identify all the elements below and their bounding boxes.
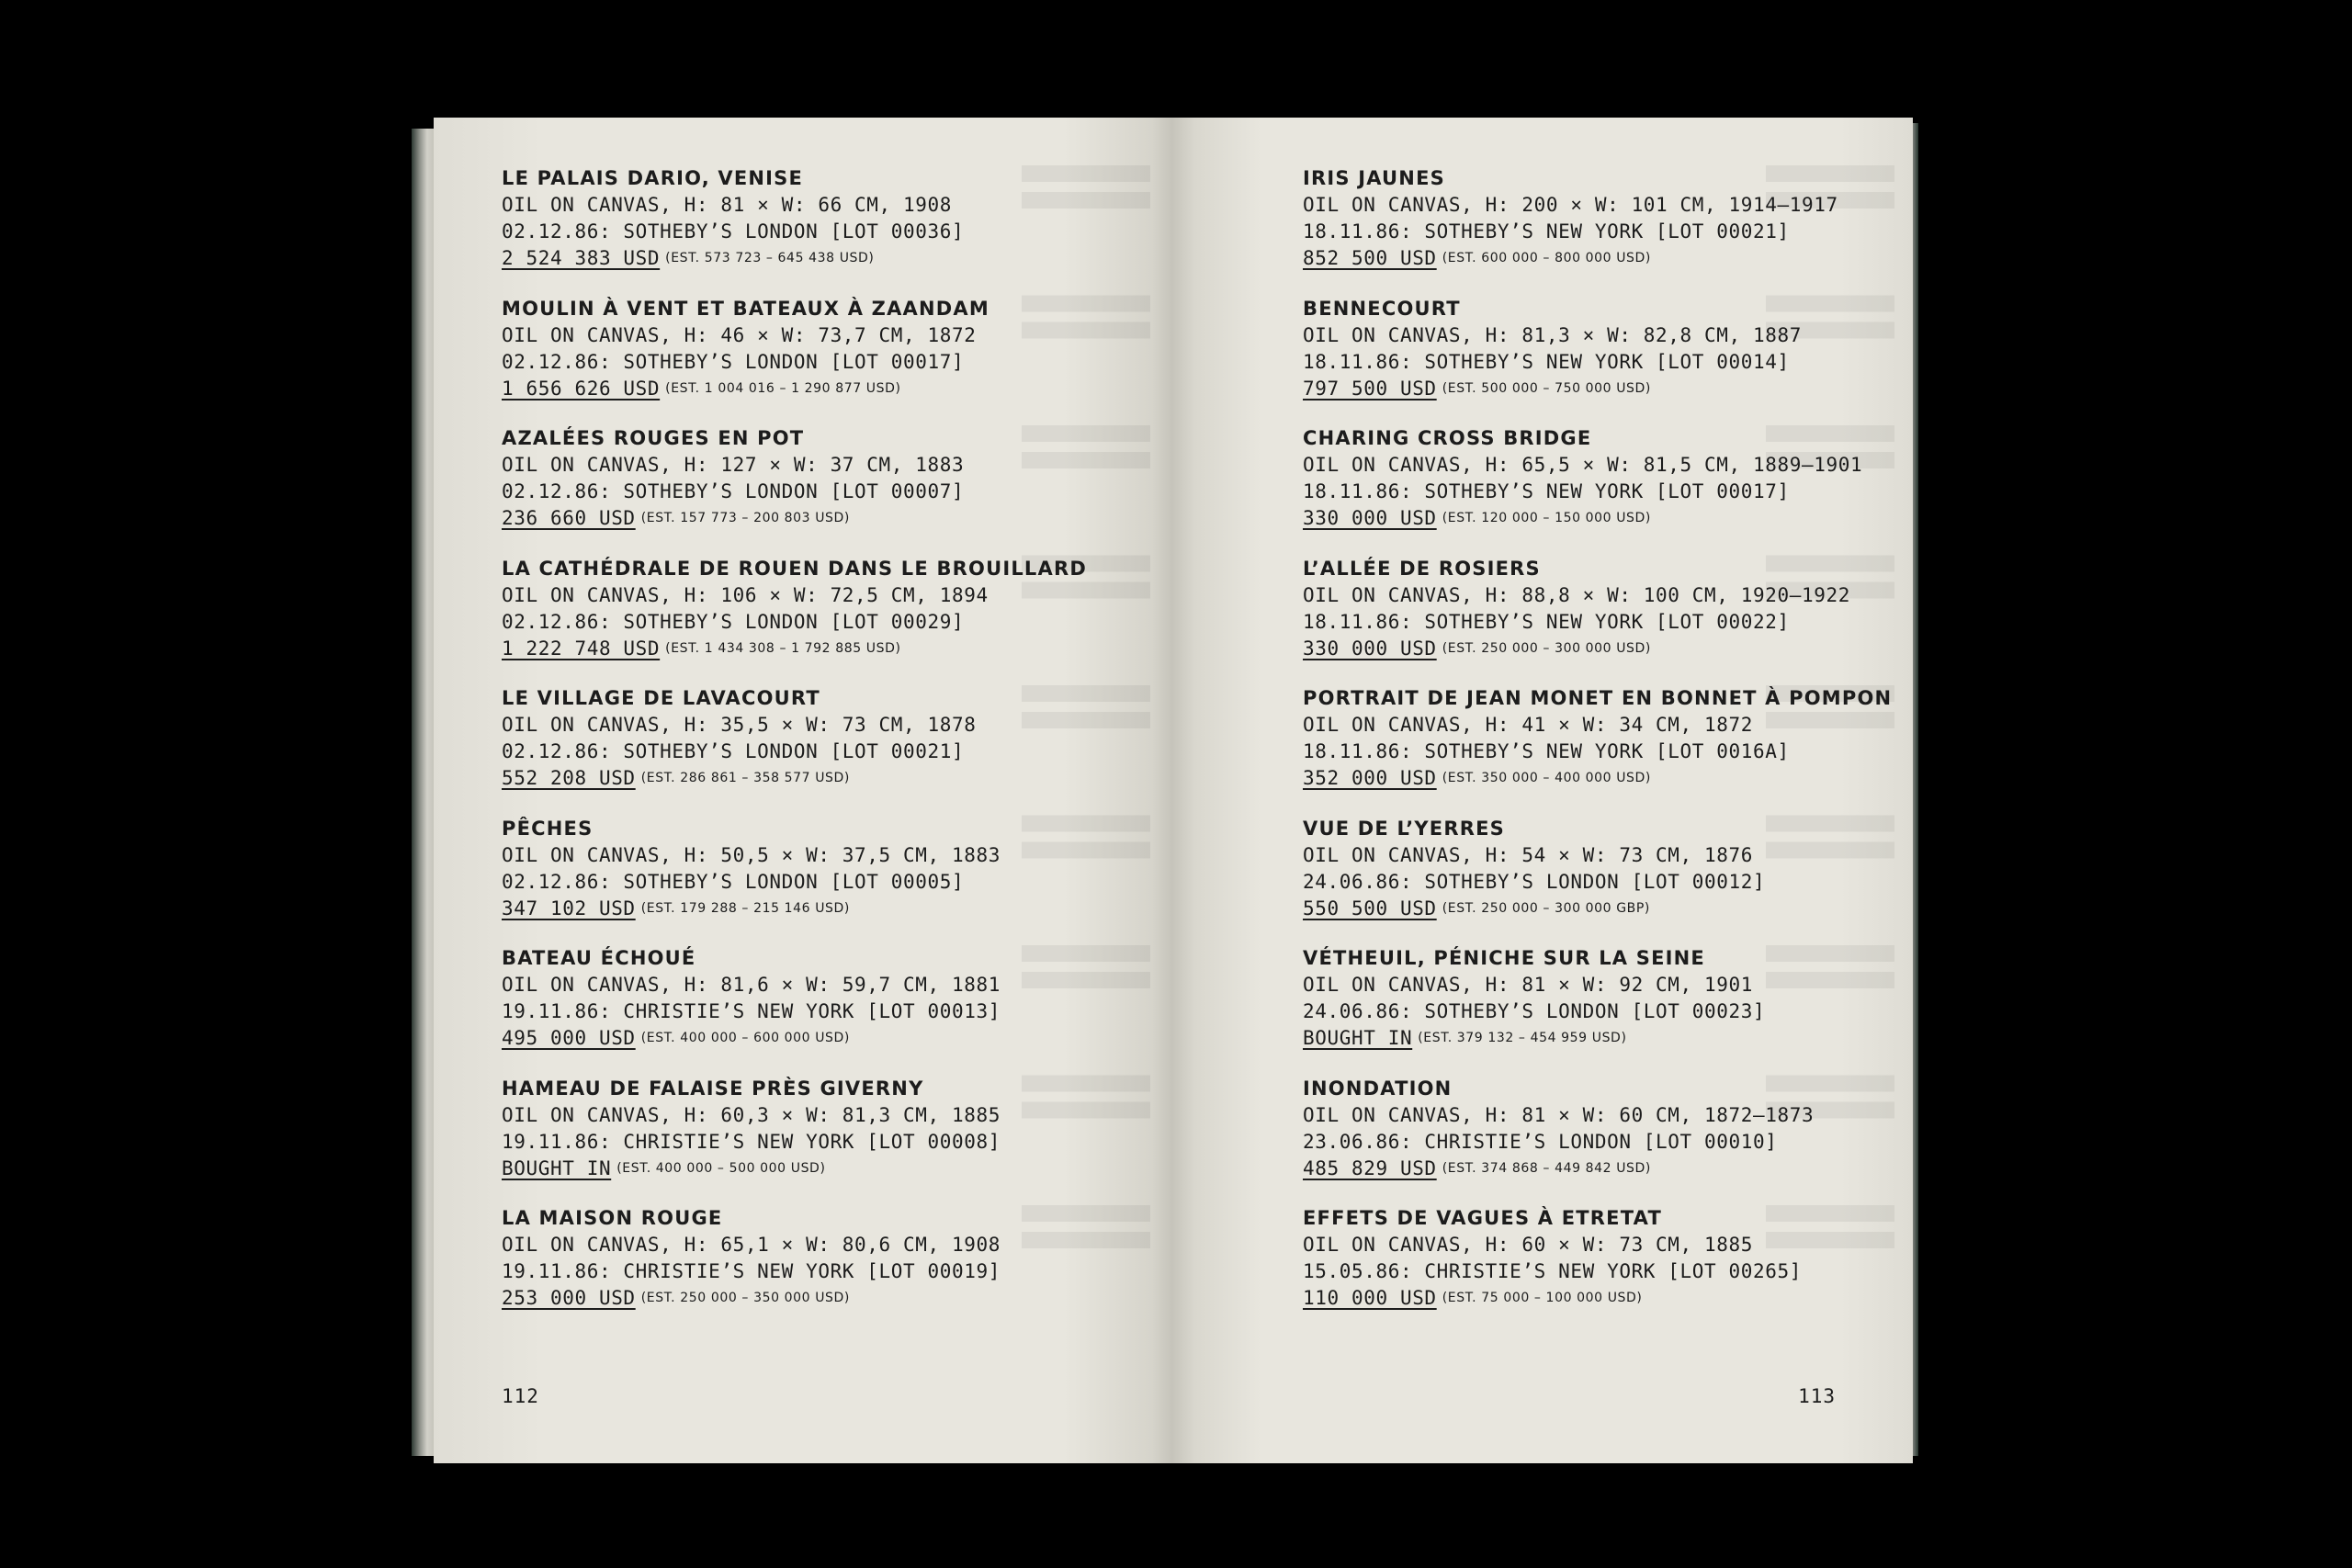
catalog-entry — [1303, 816, 1946, 946]
catalog-entry — [1303, 945, 1946, 1076]
entry-estimate: (EST. 573 723 – 645 438 USD) — [665, 251, 875, 265]
entry-medium: OIL ON CANVAS, H: 65,1 × W: 80,6 CM, 1908 — [502, 1234, 1001, 1256]
entry-title: LE PALAIS DARIO, VENISE — [502, 167, 804, 189]
entry-price: 2 524 383 USD — [502, 247, 661, 269]
entry-title: BATEAU ÉCHOUÉ — [502, 947, 696, 969]
entry-price: 347 102 USD — [502, 897, 636, 919]
catalog-entry — [1303, 425, 1946, 556]
entry-medium: OIL ON CANVAS, H: 88,8 × W: 100 CM, 1920–1922 — [1303, 583, 1850, 606]
entry-estimate: (EST. 75 000 – 100 000 USD) — [1442, 1291, 1643, 1305]
entry-estimate: (EST. 379 132 – 454 959 USD) — [1418, 1031, 1627, 1045]
entry-estimate: (EST. 250 000 – 300 000 USD) — [1442, 640, 1651, 656]
left-page — [434, 118, 1174, 1463]
entry-sale: 15.05.86: CHRISTIE’S NEW YORK [LOT 00265] — [1303, 1260, 1802, 1282]
catalog-entry — [1303, 556, 1946, 686]
entry-estimate: (EST. 1 004 016 – 1 290 877 USD) — [665, 380, 901, 396]
catalog-entry — [502, 816, 1145, 946]
entry-price: 330 000 USD — [1303, 507, 1437, 529]
entry-title: IRIS JAUNES — [1303, 167, 1445, 189]
entry-sale: 24.06.86: SOTHEBY’S LONDON [LOT 00012] — [1303, 870, 1766, 893]
entry-estimate: (EST. 600 000 – 800 000 USD) — [1442, 251, 1651, 265]
entry-medium: OIL ON CANVAS, H: 106 × W: 72,5 CM, 1894 — [502, 583, 989, 606]
catalog-entry — [1303, 296, 1946, 426]
entry-price: 495 000 USD — [502, 1027, 636, 1049]
catalog-entry — [502, 945, 1145, 1076]
entry-sale: 02.12.86: SOTHEBY’S LONDON [LOT 00021] — [502, 740, 965, 762]
entry-title: LA MAISON ROUGE — [502, 1207, 723, 1229]
entry-sale: 02.12.86: SOTHEBY’S LONDON [LOT 00005] — [502, 870, 965, 893]
entry-price: BOUGHT IN — [502, 1156, 612, 1179]
entry-title: VUE DE L’YERRES — [1303, 817, 1505, 840]
entry-sale: 18.11.86: SOTHEBY’S NEW YORK [LOT 00022] — [1303, 610, 1790, 633]
catalog-entry — [502, 296, 1145, 426]
entry-estimate: (EST. 286 861 – 358 577 USD) — [640, 771, 850, 785]
entry-medium: OIL ON CANVAS, H: 81 × W: 60 CM, 1872–1873 — [1303, 1103, 1815, 1126]
entry-medium: OIL ON CANVAS, H: 60 × W: 73 CM, 1885 — [1303, 1234, 1753, 1256]
entry-price: 797 500 USD — [1303, 377, 1437, 400]
entry-sale: 24.06.86: SOTHEBY’S LONDON [LOT 00023] — [1303, 1000, 1766, 1022]
entry-price: 352 000 USD — [1303, 767, 1437, 789]
catalog-entry — [502, 165, 1145, 296]
entry-estimate: (EST. 250 000 – 350 000 USD) — [640, 1291, 850, 1305]
entry-medium: OIL ON CANVAS, H: 50,5 × W: 37,5 CM, 1883 — [502, 843, 1001, 866]
entry-medium: OIL ON CANVAS, H: 41 × W: 34 CM, 1872 — [1303, 714, 1753, 736]
catalog-entry — [1303, 1076, 1946, 1206]
entry-title: PORTRAIT DE JEAN MONET EN BONNET À POMPON — [1303, 687, 1893, 709]
entry-title: MOULIN À VENT ET BATEAUX À ZAANDAM — [502, 297, 989, 320]
entry-title: HAMEAU DE FALAISE PRÈS GIVERNY — [502, 1077, 924, 1100]
catalog-entry — [502, 1076, 1145, 1206]
catalog-entry — [1303, 165, 1946, 296]
entry-title: LE VILLAGE DE LAVACOURT — [502, 687, 820, 709]
entry-title: PÊCHES — [502, 817, 594, 840]
entry-title: AZALÉES ROUGES EN POT — [502, 427, 805, 449]
entry-price: 330 000 USD — [1303, 637, 1437, 660]
catalog-entry — [502, 1205, 1145, 1336]
entry-title: BENNECOURT — [1303, 297, 1461, 320]
entry-price: 236 660 USD — [502, 507, 636, 529]
entry-medium: OIL ON CANVAS, H: 81 × W: 66 CM, 1908 — [502, 194, 952, 216]
page-number: 113 — [1798, 1385, 1836, 1407]
entry-title: VÉTHEUIL, PÉNICHE SUR LA SEINE — [1303, 947, 1705, 969]
entry-price: 485 829 USD — [1303, 1156, 1437, 1179]
entry-price: 852 500 USD — [1303, 247, 1437, 269]
entry-price: 253 000 USD — [502, 1287, 636, 1309]
entry-sale: 23.06.86: CHRISTIE’S LONDON [LOT 00010] — [1303, 1130, 1778, 1153]
entry-title: CHARING CROSS BRIDGE — [1303, 427, 1592, 449]
entry-title: L’ALLÉE DE ROSIERS — [1303, 557, 1541, 580]
entry-sale: 19.11.86: CHRISTIE’S NEW YORK [LOT 00008] — [502, 1130, 1001, 1153]
entry-sale: 19.11.86: CHRISTIE’S NEW YORK [LOT 00019] — [502, 1260, 1001, 1282]
entry-medium: OIL ON CANVAS, H: 46 × W: 73,7 CM, 1872 — [502, 323, 977, 346]
entry-price: 110 000 USD — [1303, 1287, 1437, 1309]
entry-medium: OIL ON CANVAS, H: 127 × W: 37 CM, 1883 — [502, 454, 965, 476]
catalog-entry — [1303, 685, 1946, 816]
entry-list — [502, 165, 1145, 1336]
entry-price: 1 222 748 USD — [502, 637, 661, 660]
entry-list — [1303, 165, 1946, 1336]
entry-estimate: (EST. 179 288 – 215 146 USD) — [640, 900, 850, 916]
entry-title: LA CATHÉDRALE DE ROUEN DANS LE BROUILLARD — [502, 557, 1087, 580]
entry-sale: 02.12.86: SOTHEBY’S LONDON [LOT 00036] — [502, 220, 965, 243]
entry-estimate: (EST. 500 000 – 750 000 USD) — [1442, 380, 1651, 396]
entry-estimate: (EST. 157 773 – 200 803 USD) — [640, 511, 850, 525]
entry-estimate: (EST. 374 868 – 449 842 USD) — [1442, 1160, 1651, 1176]
entry-estimate: (EST. 1 434 308 – 1 792 885 USD) — [665, 640, 901, 656]
entry-sale: 18.11.86: SOTHEBY’S NEW YORK [LOT 00021] — [1303, 220, 1790, 243]
entry-price: 1 656 626 USD — [502, 377, 661, 400]
entry-medium: OIL ON CANVAS, H: 60,3 × W: 81,3 CM, 1885 — [502, 1103, 1001, 1126]
entry-medium: OIL ON CANVAS, H: 81 × W: 92 CM, 1901 — [1303, 974, 1753, 996]
entry-price: 552 208 USD — [502, 767, 636, 789]
entry-sale: 18.11.86: SOTHEBY’S NEW YORK [LOT 00014] — [1303, 350, 1790, 373]
entry-estimate: (EST. 350 000 – 400 000 USD) — [1442, 771, 1651, 785]
entry-sale: 19.11.86: CHRISTIE’S NEW YORK [LOT 00013] — [502, 1000, 1001, 1022]
entry-sale: 18.11.86: SOTHEBY’S NEW YORK [LOT 00017] — [1303, 480, 1790, 502]
entry-sale: 02.12.86: SOTHEBY’S LONDON [LOT 00029] — [502, 610, 965, 633]
entry-sale: 02.12.86: SOTHEBY’S LONDON [LOT 00017] — [502, 350, 965, 373]
entry-estimate: (EST. 250 000 – 300 000 GBP) — [1442, 900, 1650, 916]
catalog-entry — [502, 685, 1145, 816]
right-page — [1172, 118, 1913, 1463]
entry-sale: 18.11.86: SOTHEBY’S NEW YORK [LOT 0016A] — [1303, 740, 1790, 762]
entry-estimate: (EST. 120 000 – 150 000 USD) — [1442, 511, 1651, 525]
entry-medium: OIL ON CANVAS, H: 35,5 × W: 73 CM, 1878 — [502, 714, 977, 736]
entry-medium: OIL ON CANVAS, H: 200 × W: 101 CM, 1914–1917 — [1303, 194, 1838, 216]
entry-estimate: (EST. 400 000 – 600 000 USD) — [640, 1031, 850, 1045]
entry-title: EFFETS DE VAGUES À ETRETAT — [1303, 1207, 1662, 1229]
entry-price: BOUGHT IN — [1303, 1027, 1413, 1049]
catalog-entry — [1303, 1205, 1946, 1336]
entry-medium: OIL ON CANVAS, H: 54 × W: 73 CM, 1876 — [1303, 843, 1753, 866]
entry-medium: OIL ON CANVAS, H: 65,5 × W: 81,5 CM, 1889–1901 — [1303, 454, 1863, 476]
entry-medium: OIL ON CANVAS, H: 81,3 × W: 82,8 CM, 1887 — [1303, 323, 1802, 346]
entry-estimate: (EST. 400 000 – 500 000 USD) — [616, 1160, 826, 1176]
entry-sale: 02.12.86: SOTHEBY’S LONDON [LOT 00007] — [502, 480, 965, 502]
entry-medium: OIL ON CANVAS, H: 81,6 × W: 59,7 CM, 1881 — [502, 974, 1001, 996]
page-number: 112 — [502, 1385, 539, 1407]
catalog-entry — [502, 556, 1145, 686]
entry-price: 550 500 USD — [1303, 897, 1437, 919]
entry-title: INONDATION — [1303, 1077, 1453, 1100]
catalog-entry — [502, 425, 1145, 556]
